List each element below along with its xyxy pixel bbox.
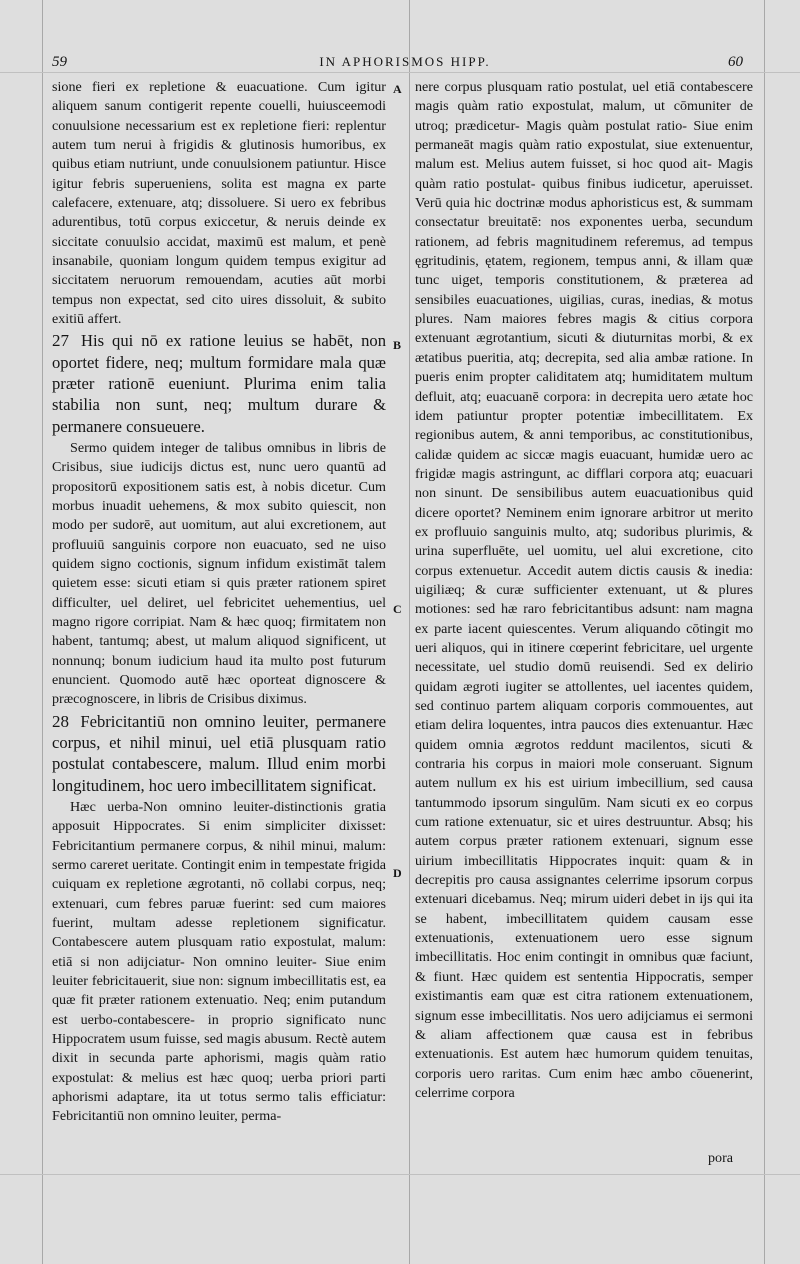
catchword: pora [708,1150,734,1166]
aphorism-28 [52,711,386,796]
commentary-paragraph: Hæc uerba-Non omnino leuiter-distinctionis gratia apposuit Hippocrates. Si enim simpliciter dixisset: Febricitantium permanere corpus, & nihil minui, malum: sermo careret ueritate. Contingit enim in tempestate frigida cuiquam ex repletione ægrotanti, nō collabi corpus, neq; extenuari, cum febres paruæ fuerint: sed cum maiores fuerint, multam adesse repletionem significatur. Contabescere autem plusquam ratio expostulat, malum: etiā si non adijciatur- Non omnino leuiter- Siue enim leuiter febricitauerit, siue non: signum imbecillitatis est, ea quæ fit præter rationem extenuatio. Neq; enim putandum est uerbo-contabescere- in proprio significato nunc Hippocratem usum fuisse, sed magis abusum. Rectè autem dixit in secunda parte aphorismi, magis quàm ratio expostulat: & melius est hæc quoq; uerba priori parti aphorismi adaptare, ita ut totus sermo talis efficiatur: Febricitantiū non omnino leuiter, perma- [52,798,386,1125]
margin-letter-c: C [393,602,402,616]
scan-guide-line [0,1174,800,1175]
margin-letter-b: B [393,338,402,352]
scan-guide-line [42,0,43,1264]
left-column [52,78,386,1127]
aphorism-number: 28 [52,711,69,731]
scan-guide-line [0,72,800,73]
folio-number-right: 60 [728,54,743,70]
commentary-paragraph: Sermo quidem integer de talibus omnibus in libris de Crisibus, siue iudicijs dictus est, nunc uero quantū ad propositorū expositionem satis est, à nobis dicetur. Cum morbus inuadit uehemens, & mox subito quiescit, non modo per sudorē, aut uomitum, aut alui excretionem, aut profluuiū sanguinis corpore non euacuato, sed ne uiso quidem signo coctionis, signum infidum existimāt talem quietem esse: sicuti etiam si quis præter rationem spiret difficulter, uel deliret, uel febricitet uehementius, uel magno rigore corripiat. Nam & hæc quoq; firmitatem non habent, tantumq; abest, ut malum aliquod significent, ut nonnunq; bonum iudicium haud ita multo post futurum enuncient. Quomodo autē hæc oporteat dignoscere & præcognoscere, in libris de Crisibus diximus. [52,439,386,708]
margin-letter-a: A [393,82,402,96]
commentary-paragraph: sione fieri ex repletione & euacuatione. Cum igitur aliquem sanum contigerit repente couelli, huiusceemodi conuulsione necessarium est ex repletione fieri: replentur autem tum nerui à frigidis & glutinosis humoribus, ex quibus etiam nutriunt, unde conuulsionem patiuntur. Hisce igitur febris superueniens, solita est magna ex parte calefacere, extenuare, atq; dissoluere. Si uero ex febribus adurentibus, totū corpus exiccetur, & neruis deinde ex siccitate conuulsio accidat, maximū est malum, et penè insanabile, quoniam longum quidem tempus exigitur ad siccitatem neruorum remouendam, acuties aūt morbi tempus non expectat, sed cito uires dissoluit, & subito exitiū affert. [52,79,386,328]
commentary-paragraph: nere corpus plusquam ratio postulat, uel etiā contabescere magis quàm ratio expostulat, malum, ut cōmuniter de utroq; prædicetur- Magis quàm postulat ratio- Siue enim permaneāt magis quàm ratio expostulat, siue extenuentur, malum est. Melius autem fuisset, si hoc quod ait- Magis quàm ratio postulat- quibus finibus iudicetur, aperuisset. Verū quia hic doctrinæ modus aphoristicus est, & summam consectatur breuitatē: nos exponentes uerba, secundum rationem, ad febris magnitudinem referemus, ad tempus ęgritudinis, ętatem, regionem, tempus anni, & illam quæ tunc uiget, temporis constitutionem, & præterea ad sensibiles euacuationes, uigilias, curas, inedias, & motus plures. Nam maiores febres magis & citius corpora extenuant ægrotantium, sicuti & diuturnitas morbi, & ex ætatibus pueritia, atq; decrepita, sed alia ambæ ratione. In pueris enim propter caliditatem atq; humiditatem multum defluit, atq; euacuanē corpora: in decrepita uero ætate hoc idem patiuntur propter potentiæ imbecillitatem. Ex regionibus autem, & anni temporibus, ac constitutionibus, calidæ quidem ac siccæ magis euacuant, humidæ uero ac frigidæ magis astringunt, ac difflari corpora atq; euacuari non sinunt. De sensibilibus autem euacuationibus quid dicere oportet? Neminem enim ignorare arbitror ut merito ex profluuio sanguinis multo, atq; sudoribus plurimis, & urina superfluēte, uel uomitu, uel alui excretione, cito corpus extenuetur. Accedit autem dictis causis & inedia: uigiliæq; & curæ sufficienter extenuant, ut & plures motiones: sed hæ raro febricitantibus adsunt: nam magna ex parte iacent quiescentes. Verum aliquando cōtingit mo ueri aliquos, qui in itinere cœperint febricitare, uel urgente necessitate, uel studio domū reuisendi. Sed ex delirio quidam ægroti iugiter se attollentes, uel iacentes quidem, sed continuo partem aliquam corporis commouentes, aut etiam delira loquentes, intra paucos dies extenuantur. Hæc quidem omnia ægrotos reddunt macilentos, sicuti & contraria his corpus in maiori mole conseruant. Signum autem nullum ex his est uirium imbecillium, sed causa tantummodo ipsorum singulūm. Nam sicuti ex eo corpus cum ratione extenuatur, sic et uires destruuntur. Absq; his autem corpus præter rationem extenuari, signum esse uirium imbecillitatis Hippocrates inquit: quam & in decrepitis pro causa assignantes celerrime ipsorum corpus extenuari dicebamus. Neq; mirum uideri debet in ijs qui ita se habent, imbecillitatem quidem causam esse extenuationis, extenuationem uero esse signum imbecillitatis. Hoc enim contingit in omnibus quæ faciunt, & fiunt. Hæc quidem est sententia Hippocratis, semper existimantis eam quæ est citra rationem extenuationem, signum esse imbecillitatis. Nos uero adijciamus ei sermoni & aliam affectionem quæ causa est in febribus extenuationis. Est autem hæc humorum quidem tenuitas, corporis uero raritas. Cum enim hæc ambo cōuenerint, celerrime corpora [415,79,753,1101]
folio-number-left: 59 [52,54,67,70]
right-column [415,78,753,1103]
scan-guide-line [764,0,765,1264]
scan-guide-line [409,0,410,1264]
aphorism-27 [52,330,386,436]
running-head: IN APHORISMOS HIPP. [319,54,491,69]
margin-letter-d: D [393,866,402,880]
aphorism-number: 27 [52,331,69,351]
aphorism-text: His qui nō ex ratione leuius se habēt, non oportet fidere, neq; multum formidare mala quæ præter rationē eueniunt. Plurima enim talia stabilia non sunt, neq; multum durare & permanere consueuere. [52,331,386,436]
aphorism-text: Febricitantiū non omnino leuiter, permanere corpus, et nihil minui, uel etiā plusquam ratio postulat contabescere, malum. Illud enim morbi longitudinem, hoc uero imbecillitatem significat. [52,711,386,795]
